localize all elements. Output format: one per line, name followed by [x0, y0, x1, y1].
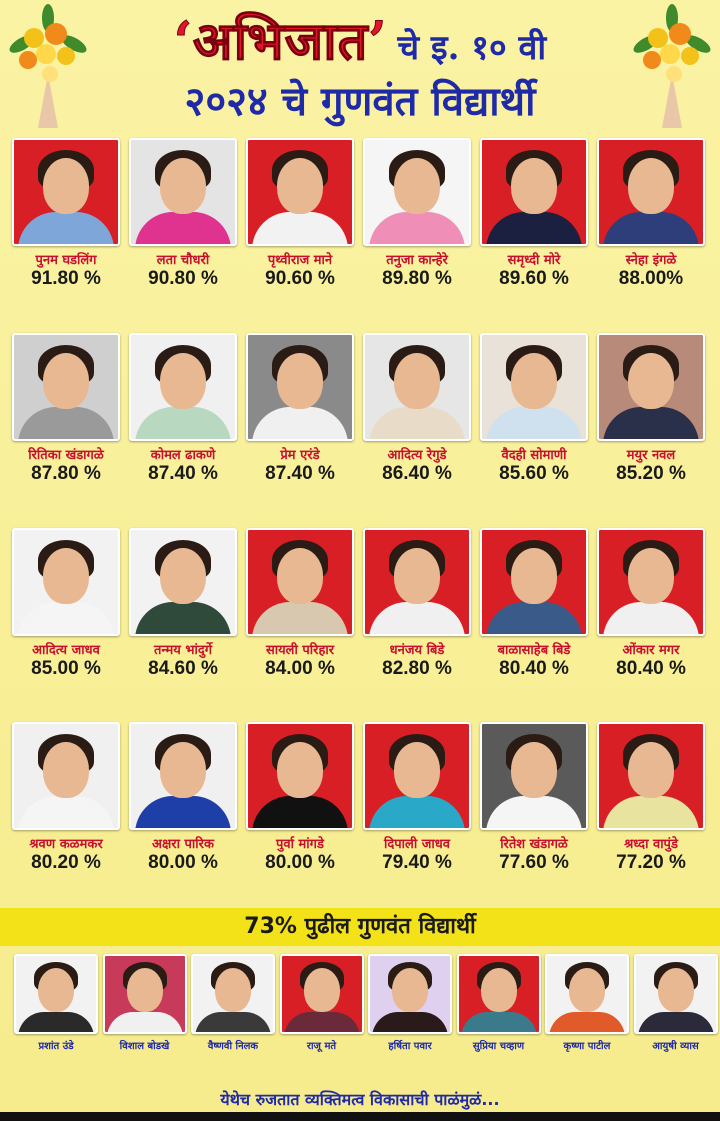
student-percent: 84.00 %: [265, 658, 335, 679]
student-photo: [363, 138, 471, 246]
student-card: [129, 333, 237, 485]
student-face: [160, 353, 206, 409]
student-photo: [597, 138, 705, 246]
student-percent: 89.80 %: [382, 268, 452, 289]
student-shirt: [369, 407, 465, 441]
student-shirt: [18, 602, 114, 636]
student-face: [511, 742, 557, 798]
student-card: [480, 333, 588, 485]
student-name: आदित्य रेगुडे: [387, 448, 447, 463]
student-photo: [129, 528, 237, 636]
student-name: हर्षिता पवार: [388, 1041, 432, 1052]
student-percent: 87.40 %: [148, 463, 218, 484]
student-face: [43, 158, 89, 214]
student-photo: [191, 954, 275, 1034]
student-photo: [12, 333, 120, 441]
student-face: [304, 968, 340, 1012]
student-photo: [480, 333, 588, 441]
student-percent: 90.60 %: [265, 268, 335, 289]
student-card: [480, 138, 588, 290]
student-photo: [246, 138, 354, 246]
title-line-2: २०२४ चे गुणवंत विद्यार्थी: [184, 78, 536, 125]
student-face: [392, 968, 428, 1012]
student-shirt: [369, 212, 465, 246]
student-face: [277, 742, 323, 798]
student-photo: [129, 722, 237, 830]
student-shirt: [549, 1012, 625, 1034]
student-card-small: [103, 954, 187, 1052]
student-card: [480, 528, 588, 680]
student-face: [277, 548, 323, 604]
student-card: [480, 722, 588, 874]
student-name: सुप्रिया चव्हाण: [472, 1041, 525, 1052]
student-shirt: [638, 1012, 714, 1034]
student-card: [597, 528, 705, 680]
student-face: [277, 353, 323, 409]
student-percent: 89.60 %: [499, 268, 569, 289]
student-photo: [14, 954, 98, 1034]
student-card-small: [14, 954, 98, 1052]
title-main: ‘अभिजात’: [173, 11, 388, 72]
header: [0, 0, 720, 135]
student-shirt: [252, 602, 348, 636]
student-shirt: [252, 796, 348, 830]
student-face: [160, 548, 206, 604]
student-shirt: [135, 602, 231, 636]
student-percent: 87.40 %: [265, 463, 335, 484]
student-card: [363, 333, 471, 485]
student-name: कृष्णा पाटील: [563, 1041, 611, 1052]
student-shirt: [369, 602, 465, 636]
student-photo: [363, 528, 471, 636]
student-shirt: [18, 212, 114, 246]
student-percent: 85.20 %: [616, 463, 686, 484]
student-card-small: [545, 954, 629, 1052]
student-shirt: [195, 1012, 271, 1034]
student-name: ओंकार मगर: [622, 643, 680, 658]
student-percent: 85.00 %: [31, 658, 101, 679]
student-shirt: [18, 407, 114, 441]
student-card: [246, 333, 354, 485]
student-percent: 80.00 %: [148, 852, 218, 873]
student-shirt: [135, 212, 231, 246]
student-face: [511, 158, 557, 214]
student-card: [129, 722, 237, 874]
student-name: पुनम घडलिंग: [35, 253, 97, 268]
student-name: तन्मय भांदुर्गे: [153, 643, 213, 658]
student-card: [12, 528, 120, 680]
student-photo: [368, 954, 452, 1034]
student-name: आयुषी व्यास: [652, 1041, 699, 1052]
student-shirt: [369, 796, 465, 830]
student-card: [12, 333, 120, 485]
student-shirt: [135, 796, 231, 830]
student-name: अक्षरा पारिक: [152, 837, 214, 852]
student-face: [43, 548, 89, 604]
student-name: कोमल ढाकणे: [150, 448, 216, 463]
student-face: [38, 968, 74, 1012]
student-photo: [634, 954, 718, 1034]
student-card: [363, 722, 471, 874]
student-name: मयुर नवल: [626, 448, 676, 463]
student-face: [511, 353, 557, 409]
student-shirt: [603, 212, 699, 246]
student-card: [246, 528, 354, 680]
student-photo: [480, 138, 588, 246]
footer-tagline: येथेच रुजतात व्यक्तिमत्व विकासाची पाळंमुळं...: [220, 1090, 500, 1109]
student-photo: [129, 333, 237, 441]
student-shirt: [486, 796, 582, 830]
student-card: [363, 528, 471, 680]
student-percent: 88.00%: [618, 268, 684, 289]
student-face: [658, 968, 694, 1012]
student-name: श्रध्दा वापुंडे: [624, 837, 678, 852]
student-shirt: [603, 602, 699, 636]
student-photo: [280, 954, 364, 1034]
student-percent: 79.40 %: [382, 852, 452, 873]
bottom-bar: [0, 1112, 720, 1121]
student-card: [246, 722, 354, 874]
student-photo: [246, 722, 354, 830]
student-face: [277, 158, 323, 214]
student-face: [628, 548, 674, 604]
student-name: वैदही सोमाणी: [501, 448, 567, 463]
student-face: [215, 968, 251, 1012]
student-photo: [12, 528, 120, 636]
student-face: [43, 353, 89, 409]
student-percent: 90.80 %: [148, 268, 218, 289]
student-shirt: [486, 407, 582, 441]
student-face: [394, 548, 440, 604]
student-percent: 80.40 %: [499, 658, 569, 679]
student-card: [129, 528, 237, 680]
student-name: धनंजय बिडे: [389, 643, 445, 658]
student-card-small: [634, 954, 718, 1052]
student-face: [569, 968, 605, 1012]
student-shirt: [486, 212, 582, 246]
student-name: रितिका खंडागळे: [28, 448, 104, 463]
student-card: [363, 138, 471, 290]
student-percent: 80.40 %: [616, 658, 686, 679]
student-photo: [12, 722, 120, 830]
student-card: [12, 722, 120, 874]
student-name: आदित्य जाधव: [32, 643, 100, 658]
student-shirt: [18, 796, 114, 830]
student-photo: [129, 138, 237, 246]
student-face: [43, 742, 89, 798]
student-photo: [457, 954, 541, 1034]
student-percent: 85.60 %: [499, 463, 569, 484]
student-photo: [545, 954, 629, 1034]
student-name: राजू मते: [306, 1041, 337, 1052]
student-face: [628, 742, 674, 798]
student-name: प्रशांत उंडे: [38, 1041, 74, 1052]
student-card: [597, 722, 705, 874]
student-face: [394, 158, 440, 214]
student-shirt: [135, 407, 231, 441]
student-photo: [597, 528, 705, 636]
student-face: [628, 353, 674, 409]
student-card: [597, 333, 705, 485]
student-shirt: [461, 1012, 537, 1034]
student-face: [394, 742, 440, 798]
student-face: [160, 742, 206, 798]
student-percent: 82.80 %: [382, 658, 452, 679]
student-photo: [597, 333, 705, 441]
student-shirt: [284, 1012, 360, 1034]
student-name: रितेश खंडागळे: [500, 837, 568, 852]
section-band: 73% पुढील गुणवंत विद्यार्थी: [0, 908, 720, 946]
student-percent: 84.60 %: [148, 658, 218, 679]
student-name: वैष्णवी निलक: [207, 1041, 259, 1052]
student-shirt: [18, 1012, 94, 1034]
student-photo: [246, 528, 354, 636]
student-shirt: [252, 212, 348, 246]
student-name: पुर्वा मांगडे: [276, 837, 324, 852]
student-percent: 87.80 %: [31, 463, 101, 484]
student-face: [481, 968, 517, 1012]
student-shirt: [372, 1012, 448, 1034]
student-photo: [103, 954, 187, 1034]
student-card-small: [457, 954, 541, 1052]
student-card: [12, 138, 120, 290]
student-card-small: [280, 954, 364, 1052]
student-card: [597, 138, 705, 290]
student-percent: 80.00 %: [265, 852, 335, 873]
student-shirt: [107, 1012, 183, 1034]
student-percent: 86.40 %: [382, 463, 452, 484]
student-percent: 77.20 %: [616, 852, 686, 873]
student-name: लता चौधरी: [156, 253, 210, 268]
student-shirt: [603, 796, 699, 830]
student-card-small: [368, 954, 452, 1052]
student-name: स्नेहा इंगळे: [625, 253, 677, 268]
student-face: [127, 968, 163, 1012]
student-face: [628, 158, 674, 214]
student-percent: 80.20 %: [31, 852, 101, 873]
student-name: पृथ्वीराज माने: [267, 253, 333, 268]
student-photo: [363, 333, 471, 441]
student-photo: [597, 722, 705, 830]
student-photo: [363, 722, 471, 830]
student-face: [160, 158, 206, 214]
student-photo: [12, 138, 120, 246]
student-shirt: [486, 602, 582, 636]
student-card: [129, 138, 237, 290]
student-card-small: [191, 954, 275, 1052]
student-photo: [480, 722, 588, 830]
student-name: तनुजा कान्हेरे: [386, 253, 448, 268]
title-suffix: चे इ. १० वी: [397, 28, 547, 68]
student-name: बाळासाहेब बिडे: [497, 643, 571, 658]
student-face: [511, 548, 557, 604]
student-card: [246, 138, 354, 290]
title-line-1: [0, 4, 720, 75]
student-name: श्रवण कळमकर: [29, 837, 103, 852]
student-face: [394, 353, 440, 409]
student-shirt: [252, 407, 348, 441]
student-name: दिपाली जाधव: [384, 837, 450, 852]
student-shirt: [603, 407, 699, 441]
student-percent: 77.60 %: [499, 852, 569, 873]
student-name: समृध्दी मोरे: [507, 253, 561, 268]
student-name: विशाल बोडखे: [119, 1041, 170, 1052]
student-name: प्रेम एरंडे: [280, 448, 320, 463]
student-photo: [480, 528, 588, 636]
student-name: सायली परिहार: [265, 643, 335, 658]
student-percent: 91.80 %: [31, 268, 101, 289]
student-photo: [246, 333, 354, 441]
